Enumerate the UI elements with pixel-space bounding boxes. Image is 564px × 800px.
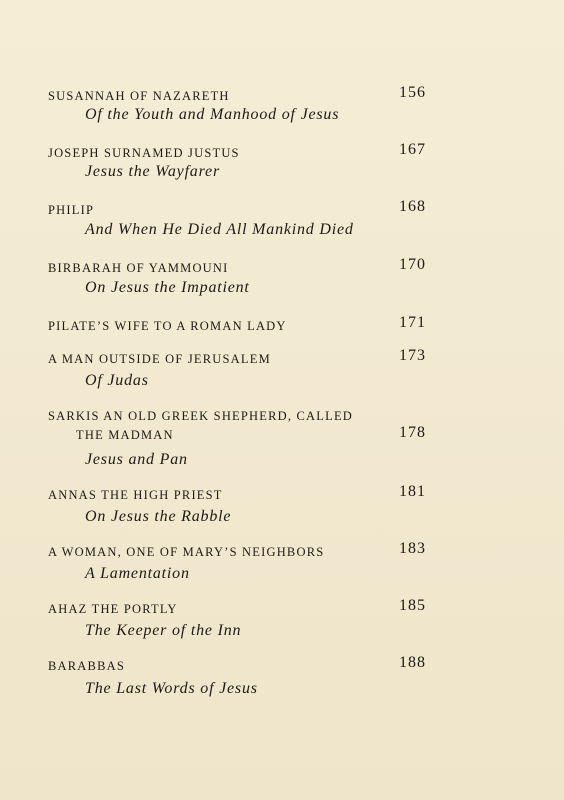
entry-title: JOSEPH SURNAMED JUSTUS: [48, 146, 240, 160]
entry-page-number: 171: [399, 314, 426, 331]
entry-title: PHILIP: [48, 203, 95, 217]
entry-subtitle: Of Judas: [85, 372, 149, 389]
entry-title-continuation: THE MADMAN: [76, 428, 174, 442]
entry-title: BIRBARAH OF YAMMOUNI: [48, 261, 229, 275]
entry-subtitle: And When He Died All Mankind Died: [85, 221, 354, 238]
entry-subtitle: Jesus and Pan: [85, 451, 188, 468]
entry-title: SUSANNAH OF NAZARETH: [48, 89, 230, 103]
entry-page-number: 188: [399, 654, 426, 671]
entry-title: ANNAS THE HIGH PRIEST: [48, 488, 223, 502]
entry-page-number: 185: [399, 597, 426, 614]
entry-subtitle: On Jesus the Rabble: [85, 508, 232, 525]
entry-page-number: 173: [399, 347, 426, 364]
entry-page-number: 183: [399, 540, 426, 557]
entry-subtitle: The Last Words of Jesus: [85, 680, 258, 697]
entry-page-number: 168: [399, 198, 426, 215]
entry-page-number: 167: [399, 141, 426, 158]
entry-title: A WOMAN, ONE OF MARY’S NEIGHBORS: [48, 545, 325, 559]
entry-subtitle: Of the Youth and Manhood of Jesus: [85, 106, 340, 123]
entry-page-number: 156: [399, 84, 426, 101]
entry-title: A MAN OUTSIDE OF JERUSALEM: [48, 352, 271, 366]
entry-page-number: 178: [399, 424, 426, 441]
entry-subtitle: On Jesus the Impatient: [85, 279, 250, 296]
entry-title: SARKIS AN OLD GREEK SHEPHERD, CALLED: [48, 409, 354, 423]
entry-subtitle: A Lamentation: [85, 565, 190, 582]
entry-title: BARABBAS: [48, 659, 125, 673]
entry-subtitle: The Keeper of the Inn: [85, 622, 242, 639]
entry-subtitle: Jesus the Wayfarer: [85, 163, 220, 180]
entry-title: PILATE’S WIFE TO A ROMAN LADY: [48, 319, 287, 333]
entry-title: AHAZ THE PORTLY: [48, 602, 178, 616]
entry-page-number: 170: [399, 256, 426, 273]
entry-page-number: 181: [399, 483, 426, 500]
